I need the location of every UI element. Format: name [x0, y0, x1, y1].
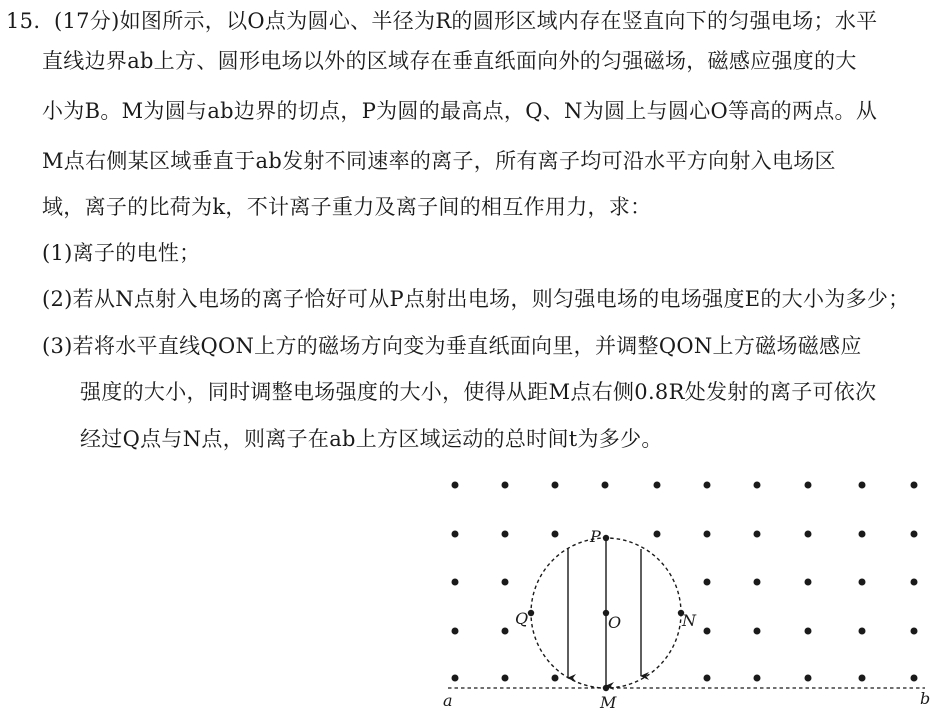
label-b: b — [920, 689, 931, 708]
sub-question-3: (3)若将水平直线QON上方的磁场方向变为垂直纸面向里，并调整QON上方磁场磁感应 — [42, 334, 862, 358]
sub-question-3-cont-2: 经过Q点与N点，则离子在ab上方区域运动的总时间t为多少。 — [80, 427, 663, 451]
label-Q: Q — [515, 609, 529, 628]
sub-question-2: (2)若从N点射入电场的离子恰好可从P点射出电场，则匀强电场的电场强度E的大小为多少； — [42, 287, 910, 311]
question-line-4: M点右侧某区域垂直于ab发射不同速率的离子，所有离子均可沿水平方向射入电场区 — [42, 149, 836, 173]
question-number: 15. — [6, 9, 41, 33]
sub-question-3-cont-1: 强度的大小，同时调整电场强度的大小，使得从距M点右侧0.8R处发射的离子可依次 — [80, 380, 877, 404]
label-a: a — [443, 691, 453, 710]
label-N: N — [682, 611, 696, 630]
question-line-5: 域，离子的比荷为k，不计离子重力及离子间的相互作用力，求： — [42, 195, 652, 219]
physics-diagram — [430, 460, 945, 718]
question-line-2: 直线边界ab上方、圆形电场以外的区域存在垂直纸面向外的匀强磁场，磁感应强度的大 — [42, 49, 857, 73]
question-line-3: 小为B。M为圆与ab边界的切点，P为圆的最高点，Q、N为圆上与圆心O等高的两点。从 — [42, 99, 878, 123]
diagram-svg — [430, 460, 945, 718]
label-O: O — [608, 613, 622, 632]
label-P: P — [590, 527, 601, 546]
magnetic-field-dots — [452, 482, 918, 682]
label-M: M — [600, 693, 617, 712]
sub-question-1: (1)离子的电性； — [42, 241, 201, 265]
question-line-1: (17分)如图所示，以O点为圆心、半径为R的圆形区域内存在竖直向下的匀强电场；水平 — [54, 9, 878, 33]
